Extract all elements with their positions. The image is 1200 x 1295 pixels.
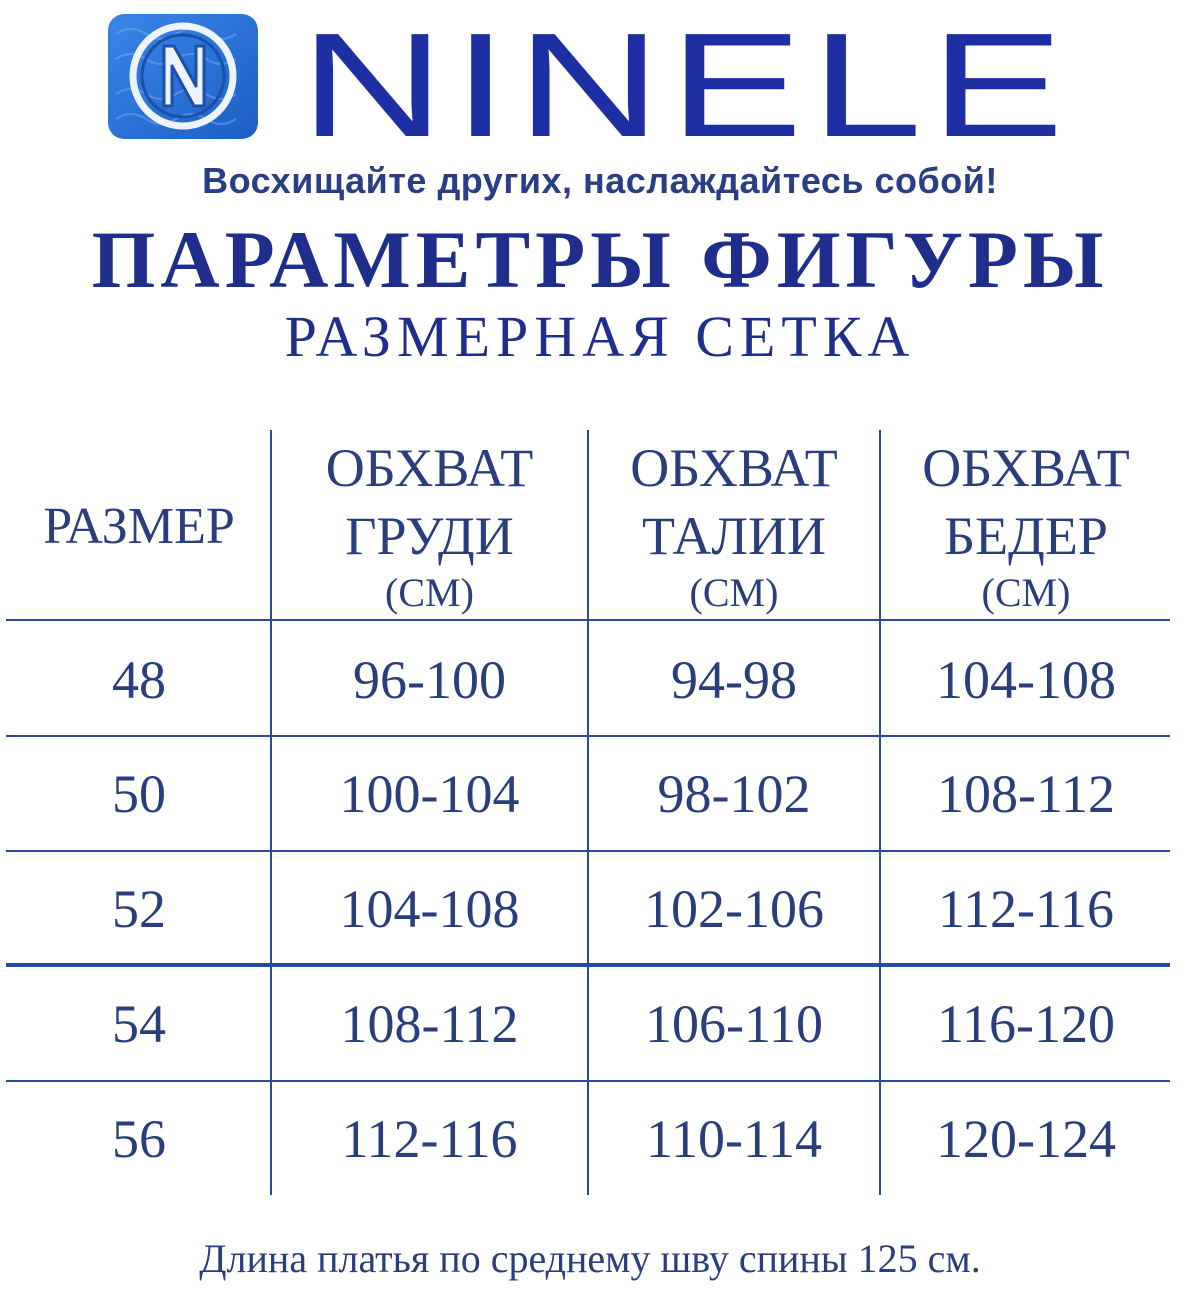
bust-cell: 104-108 xyxy=(339,879,520,939)
bust-cell: 100-104 xyxy=(339,764,520,824)
hips-header-line1: ОБХВАТ xyxy=(922,438,1130,498)
bust-header-line1: ОБХВАТ xyxy=(325,438,534,498)
hips-column-header xyxy=(880,434,1172,618)
bust-cell: 112-116 xyxy=(341,1109,518,1169)
hips-cell: 112-116 xyxy=(938,879,1114,939)
page-subtitle: РАЗМЕРНАЯ СЕТКА xyxy=(284,304,916,369)
size-cell: 48 xyxy=(112,650,166,710)
waist-cell: 110-114 xyxy=(646,1109,822,1169)
hips-cell: 104-108 xyxy=(936,650,1116,710)
waist-cell: 94-98 xyxy=(671,650,797,710)
waist-cell: 102-106 xyxy=(644,879,824,939)
svg-text:NINELE: NINELE xyxy=(300,8,1072,158)
waist-header-line2: ТАЛИИ xyxy=(642,506,826,566)
size-column-header: РАЗМЕР xyxy=(43,498,235,555)
waist-cell: 106-110 xyxy=(645,994,823,1054)
waist-cell: 98-102 xyxy=(657,764,811,824)
waist-column-header xyxy=(588,434,880,618)
dress-length-note: Длина платья по среднему шву спины 125 см. xyxy=(199,1236,981,1281)
bust-header-unit: (СМ) xyxy=(385,570,474,615)
bust-column-header xyxy=(271,434,588,618)
page-title: ПАРАМЕТРЫ ФИГУРЫ xyxy=(91,214,1109,305)
waist-header-unit: (СМ) xyxy=(689,570,779,615)
hips-cell: 108-112 xyxy=(937,764,1115,824)
brand-name xyxy=(300,8,1080,158)
size-cell: 56 xyxy=(112,1109,166,1169)
bust-cell: 96-100 xyxy=(353,650,506,710)
size-cell: 54 xyxy=(112,994,166,1054)
hips-header-line2: БЕДЕР xyxy=(944,506,1108,566)
bust-cell: 108-112 xyxy=(340,994,519,1054)
brand-logo-icon xyxy=(108,14,258,139)
size-cell: 50 xyxy=(112,764,166,824)
hips-cell: 120-124 xyxy=(936,1109,1116,1169)
size-cell: 52 xyxy=(112,879,166,939)
brand-slogan: Восхищайте других, наслаждайтесь собой! xyxy=(202,160,998,201)
hips-header-unit: (СМ) xyxy=(981,570,1071,615)
waist-header-line1: ОБХВАТ xyxy=(630,438,838,498)
bust-header-line2: ГРУДИ xyxy=(345,506,514,566)
hips-cell: 116-120 xyxy=(937,994,1115,1054)
